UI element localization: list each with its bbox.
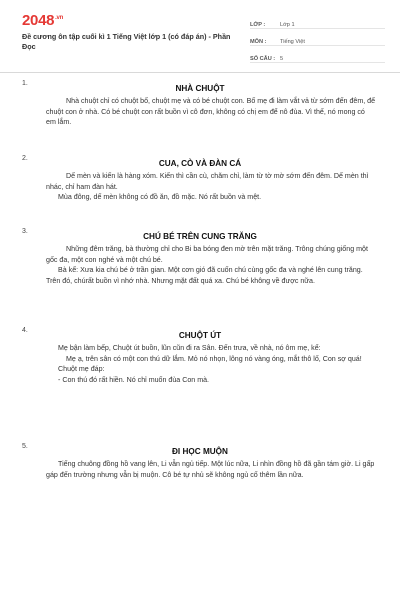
item-number: 4. <box>22 327 28 334</box>
paragraph: Tiếng chuông đồng hồ vang lên, Li vẫn ngủ tiếp. Một lúc nữa, Li nhìn đồng hồ đã gần tám giờ. Li gấp gáp đến trường nhưng vẫn bị muộn. Cô bé tự nhủ sẽ không ngủ cố thêm lần nữa. <box>46 460 375 479</box>
item-body <box>46 343 376 385</box>
item-body <box>46 96 376 128</box>
item-title: CHUỘT ÚT <box>178 331 222 340</box>
logo-main: 2048 <box>22 12 55 29</box>
paragraph: - Con thú đó rất hiền. Nó chỉ muốn đùa Con mà. <box>58 375 210 384</box>
meta-key: LỚP : <box>250 22 266 28</box>
page-header <box>0 0 400 73</box>
item-number: 2. <box>22 155 28 162</box>
item-title: CUA, CÒ VÀ ĐÀN CÁ <box>158 159 242 168</box>
paragraph: Chuột mẹ đáp: <box>58 365 105 374</box>
site-logo[interactable] <box>22 12 63 29</box>
paragraph: Nhà chuột chỉ có chuột bố, chuột mẹ và có bé chuột con. Bố mẹ đi làm vắt vả từ sớm đến đêm, để chuột con ở nhà. Có bé chuột con rất buồn vì cô đơn, không có chị em để nô đùa. Vì thế, nó mong có em lắm. <box>46 97 376 127</box>
paragraph: Mẹ bận làm bếp, Chuột út buồn, lũn cũn đi ra Sân. Đến trưa, về nhà, nó ôm mẹ, kể: <box>58 344 321 352</box>
meta-row-count <box>250 48 385 63</box>
meta-row-subject <box>250 31 385 46</box>
item-body <box>46 171 376 203</box>
item-body <box>46 244 376 286</box>
meta-row-grade <box>250 14 385 29</box>
item-title: ĐI HỌC MUỘN <box>172 447 228 456</box>
item-body <box>46 459 376 480</box>
item-title: CHÚ BÉ TRÊN CUNG TRĂNG <box>143 232 257 241</box>
meta-key: MÔN : <box>250 39 267 45</box>
paragraph: Dế mèn và kiến là hàng xóm. Kiến thì cần cù, chăm chỉ, làm từ tờ mờ sớm đến đêm. Dế mèn thì nhác, chỉ ham đàn hát. <box>46 172 369 191</box>
logo-suffix: .vn <box>55 15 63 21</box>
meta-value: Lớp 1 <box>280 22 295 28</box>
meta-value: 5 <box>280 56 284 62</box>
item-number: 1. <box>22 80 28 87</box>
item-title: NHÀ CHUỘT <box>175 84 225 93</box>
paragraph: Mẹ ạ, trên sân có một con thú dữ lắm. Mỏ nó nhọn, lông nó vàng óng, mắt thô lố, Con sợ quá! <box>66 354 362 363</box>
item-number: 5. <box>22 443 28 450</box>
document-title: Đề cương ôn tập cuối kì 1 Tiếng Việt lớp 1 (có đáp án) - Phần Đọc <box>22 32 231 51</box>
meta-key: SỐ CÂU : <box>250 56 276 62</box>
meta-value: Tiếng Việt <box>280 39 305 45</box>
item-number: 3. <box>22 228 28 235</box>
meta-table <box>250 14 385 65</box>
paragraph: Những đêm trăng, bà thường chỉ cho Bi ba bóng đen mờ trên mặt trăng. Trông chúng giống một gốc đa, một con nghé và một chú bé. <box>46 245 368 264</box>
paragraph: Bà kể: Xưa kia chú bé ở trần gian. Một cơn gió đã cuốn chú cùng gốc đa và nghé lên cung trăng. Trên đó, chúrất buồn vì nhớ nhà. Nhưng mặt đất quá xa. Chú bé không về được nữa. <box>46 266 363 285</box>
paragraph: Mùa đông, dế mèn không có đồ ăn, đồ mặc. Nó rất buồn và mệt. <box>58 193 262 202</box>
